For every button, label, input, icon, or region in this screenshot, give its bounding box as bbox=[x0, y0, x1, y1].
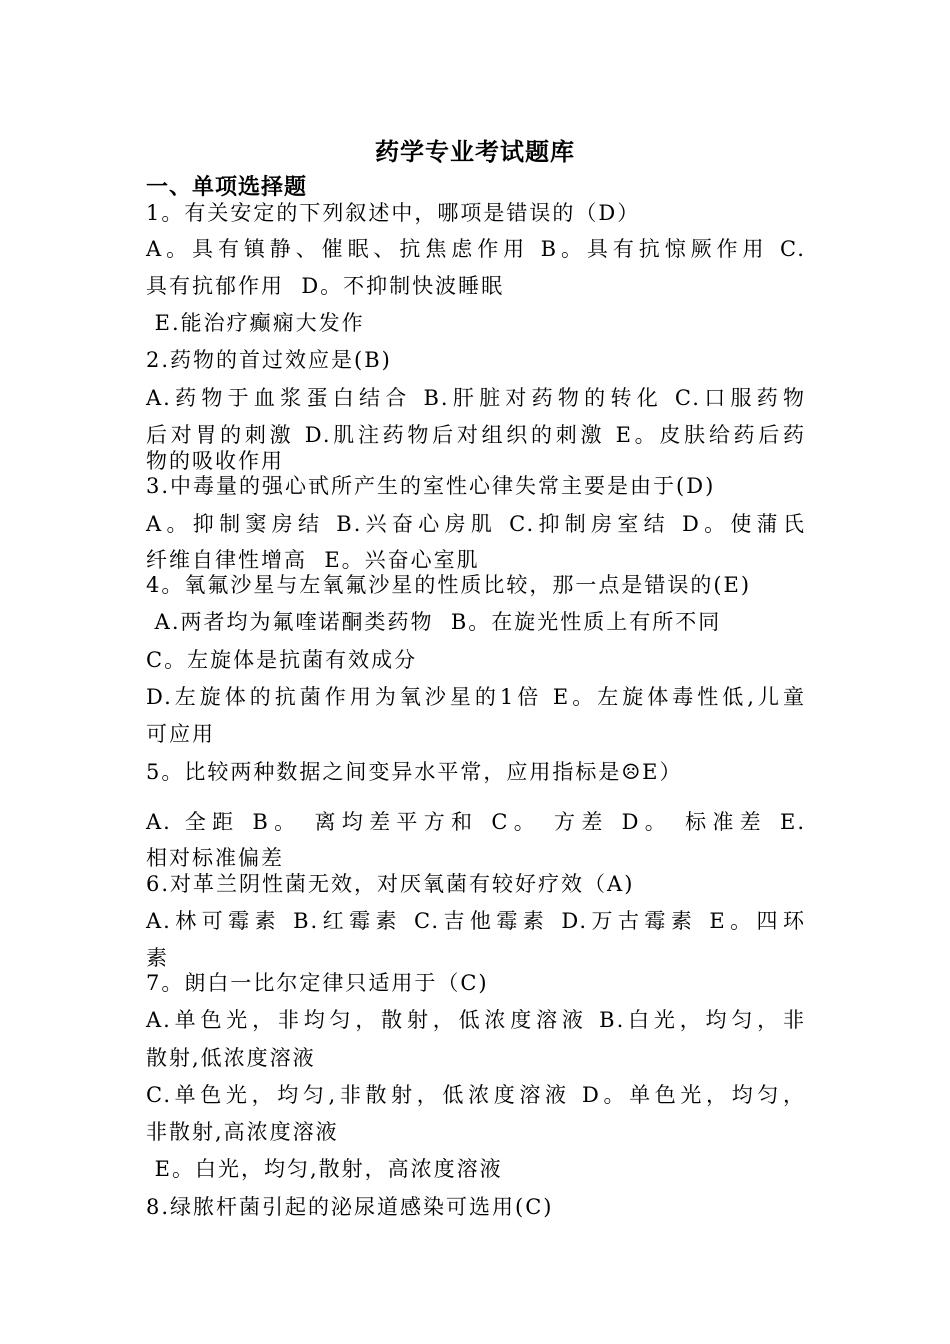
text-line: A. 全距 B。 离均差平方和 C。 方差 D。 标准差 E. bbox=[146, 810, 806, 834]
text-line: 7。朗白一比尔定律只适用于（C) bbox=[146, 971, 489, 995]
text-line: 物的吸收作用 bbox=[146, 449, 284, 473]
text-line: 1。有关安定的下列叙述中，哪项是错误的（D） bbox=[146, 201, 641, 225]
document-title: 药学专业考试题库 bbox=[375, 137, 575, 166]
text-line: A。抑制窦房结 B.兴奋心房肌 C.抑制房室结 D。使蒲氏 bbox=[146, 512, 806, 536]
text-line: D.左旋体的抗菌作用为氧沙星的1倍 E。左旋体毒性低,儿童 bbox=[146, 685, 806, 709]
text-line: 8.绿脓杆菌引起的泌尿道感染可选用(C) bbox=[146, 1195, 554, 1219]
text-line: E。白光，均匀,散射，高浓度溶液 bbox=[146, 1157, 503, 1181]
text-line: 纤维自律性增高 E。兴奋心室肌 bbox=[146, 548, 480, 572]
text-line: 可应用 bbox=[146, 722, 215, 746]
text-line: A。具有镇静、催眠、抗焦虑作用 B。具有抗惊厥作用 C. bbox=[146, 237, 806, 261]
text-line: C.单色光，均匀,非散射，低浓度溶液 D。单色光，均匀， bbox=[146, 1083, 806, 1107]
text-line: A.两者均为氟喹诺酮类药物 B。在旋光性质上有所不同 bbox=[146, 610, 722, 634]
section-heading: 一、单项选择题 bbox=[146, 174, 308, 200]
text-line: 6.对革兰阴性菌无效，对厌氧菌有较好疗效（A) bbox=[146, 872, 635, 896]
text-line: C。左旋体是抗菌有效成分 bbox=[146, 648, 418, 672]
text-line: 散射,低浓度溶液 bbox=[146, 1046, 316, 1070]
text-line: A.林可霉素 B.红霉素 C.吉他霉素 D.万古霉素 E。四环 bbox=[146, 909, 806, 933]
text-line: 2.药物的首过效应是(B) bbox=[146, 348, 392, 372]
text-line: A.单色光，非均匀，散射，低浓度溶液 B.白光，均匀，非 bbox=[146, 1008, 806, 1032]
text-line: 5。比较两种数据之间变异水平常，应用指标是☹E） bbox=[146, 760, 683, 784]
text-line: 4。氧氟沙星与左氧氟沙星的性质比较，那一点是错误的(E) bbox=[146, 573, 752, 597]
text-line: 素 bbox=[146, 946, 169, 970]
text-line: 后对胃的刺激 D.肌注药物后对组织的刺激 E。皮肤给药后药 bbox=[146, 423, 806, 447]
text-line: A.药物于血浆蛋白结合 B.肝脏对药物的转化 C.口服药物 bbox=[146, 386, 806, 410]
text-line: 3.中毒量的强心甙所产生的室性心律失常主要是由于(D) bbox=[146, 474, 716, 498]
text-line: 相对标准偏差 bbox=[146, 846, 284, 870]
text-line: 具有抗郁作用 D。不抑制快波睡眠 bbox=[146, 274, 505, 298]
text-line: E.能治疗癫痫大发作 bbox=[146, 311, 365, 335]
text-line: 非散射,高浓度溶液 bbox=[146, 1120, 339, 1144]
